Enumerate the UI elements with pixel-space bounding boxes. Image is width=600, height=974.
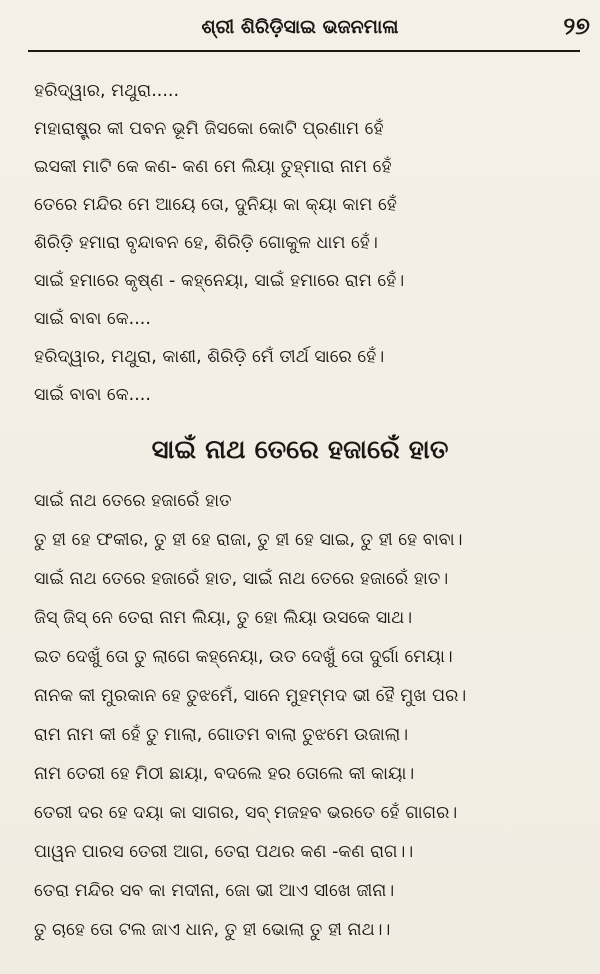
text-line: ସାଇଁ ବାବା କେ.... [34,309,151,329]
text-line: ଜିସ୍ ଜିସ୍ ନେ ତେରା ନାମ ଲିୟା, ତୁ ହୋ ଲିୟା ଉସକେ ସାଥ। [34,608,413,628]
text-line: ହରିଦ୍ୱାର, ମଥୁରା..... [34,81,180,101]
text-line: ସାଇଁ ହମାରେ କୃଷ୍ଣ - କହ୍ନେୟା, ସାଇଁ ହମାରେ ରାମ ହେଁ। [34,271,405,291]
text-line: ତେରୀ ଦର ହେ ଦୟା କା ସାଗର, ସବ୍ ମଜହବ ଭରତେ ହେଁ ଗାଗର। [34,803,458,823]
page-header [30,6,590,46]
text-line: ସାଇଁ ବାବା କେ.... [34,385,151,405]
text-line: ଇସକୀ ମାଟି କେ କଣ- କଣ ମେ ଲିୟା ତୁହ୍ମାରା ନାମ ହେଁ [34,157,392,177]
text-line: ତୁ ହୀ ହେ ଫକୀର, ତୁ ହୀ ହେ ରାଜା, ତୁ ହୀ ହେ ସାଇ, ତୁ ହୀ ହେ ବାବା। [34,530,463,550]
text-line: ନାନକ କୀ ମୁରକାନ ହେ ତୁଝମେଁ, ସାନେ ମୁହମ୍ମଦ ଭୀ ହୈ ମୁଖ ପର। [34,686,467,706]
text-line: ଶିରିଡ଼ି ହମାରା ବୃନ୍ଦାବନ ହେ, ଶିରିଡ଼ି ଗୋକୁଳ ଧାମ ହେଁ। [34,233,378,253]
text-line: ତେରେ ମନ୍ଦିର ମେ ଆୟେ ତୋ, ଦୁନିୟା କା କ୍ୟା କାମ ହେଁ [34,195,397,215]
text-line: ପାୱନ ପାରସ ତେରୀ ଆଗ, ତେରା ପଥର କଣ -କଣ ରାଗ।। [34,842,414,862]
section-heading: ସାଇଁ ନାଥ ତେରେ ହଜାରେଁ ହାତ [151,435,449,465]
text-line: ସାଇଁ ନାଥ ତେରେ ହଜାରେଁ ହାତ [34,491,232,511]
page-header-title: ଶ୍ରୀ ଶିରିଡ଼ିସାଇ ଭଜନମାଳା [201,16,399,38]
text-line: ସାଇଁ ନାଥ ତେରେ ହଜାରେଁ ହାତ, ସାଇଁ ନାଥ ତେରେ ହଜାରେଁ ହାତ। [34,569,449,589]
text-line: ତେରା ମନ୍ଦିର ସବ କା ମଦୀନା, ଜୋ ଭୀ ଆଏ ସୀଖେ ଜୀନା। [34,881,395,901]
text-line: ଇତ ଦେଖୁଁ ତୋ ତୁ ଲାଗେ କହ୍ନେୟା, ଉତ ଦେଖୁଁ ତୋ ଦୁର୍ଗା ମେୟା। [34,647,453,667]
header-divider [28,50,580,52]
text-line: ରାମ ନାମ କୀ ହେଁ ତୁ ମାଲା, ଗୋତମ ବାଲା ତୁଝମେ ଉଜାଲା। [34,725,409,745]
stanza-2 [34,482,594,950]
text-line: ନାମ ତେରୀ ହେ ମିଠୀ ଛାୟା, ବଦଲେ ହର ତୋଲେ କୀ କାୟା। [34,764,415,784]
stanza-1 [34,72,590,414]
text-line: ମହାରାଷ୍ଟ୍ର କୀ ପବନ ଭୂମି ଜିସକୋ କୋଟି ପ୍ରଣାମ ହେଁ [34,119,384,139]
page-number: ୨୭ [563,12,590,40]
text-line: ହରିଦ୍ୱାର, ମଥୁରା, କାଶୀ, ଶିରିଡ଼ି ମେଁ ତୀର୍ଥ ସାରେ ହେଁ। [34,347,385,367]
text-line: ତୁ ଚାହେ ତୋ ଟଲ ଜାଏ ଧାନ, ତୁ ହୀ ଭୋଲା ତୁ ହୀ ନାଥ।। [34,920,391,940]
